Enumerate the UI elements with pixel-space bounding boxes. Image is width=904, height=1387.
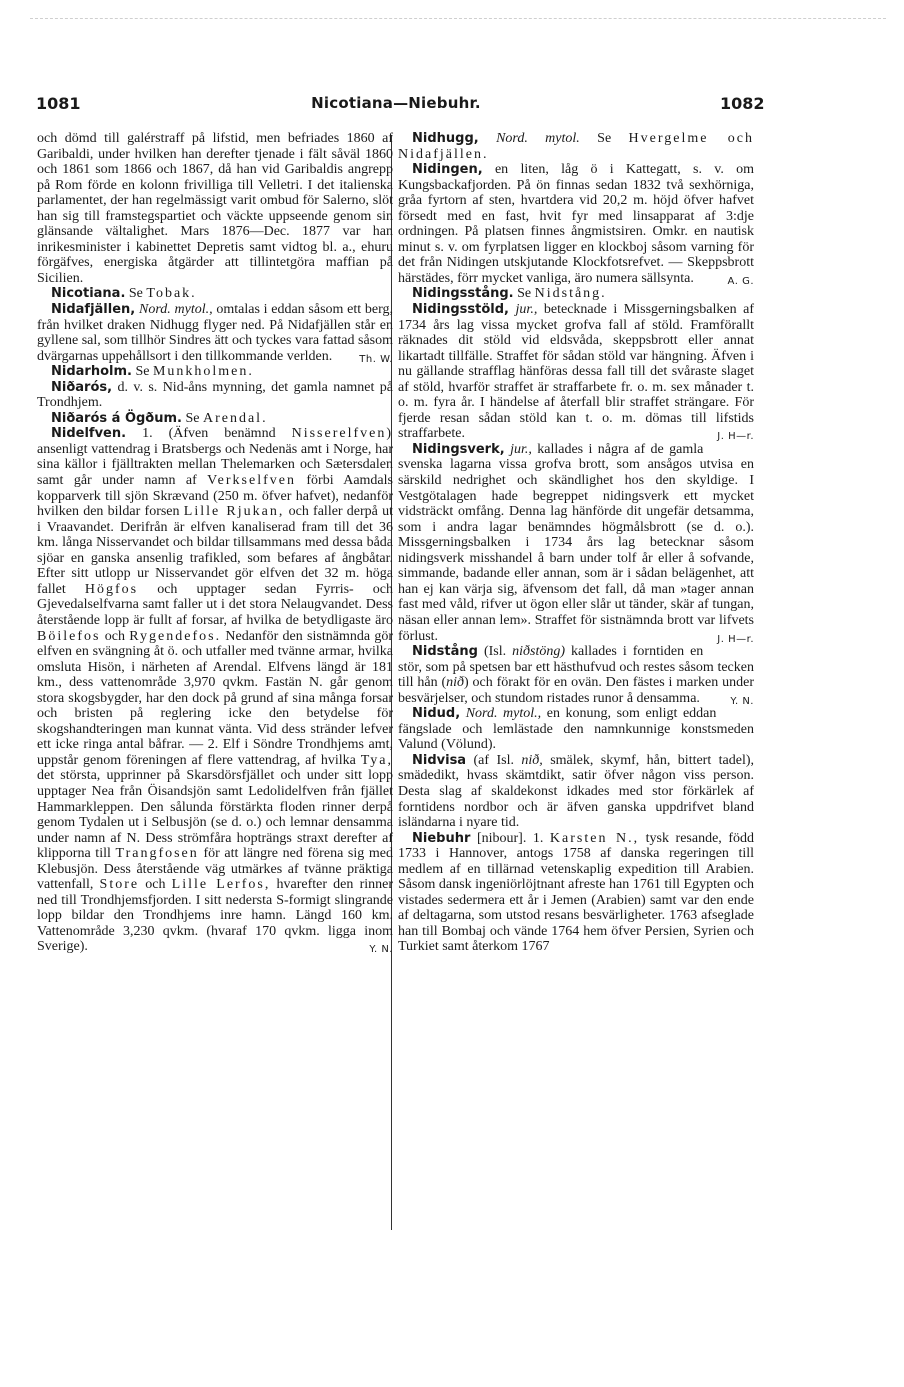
subject-tag: jur., xyxy=(515,302,538,318)
entry-text: och faller derpå ut i Vraavandet. Derifrån är elfven kanaliserad fram till det 36 km. långa Nisservandet och bildar tillsammans med dessa båda sjöar en ganska ansenlig trafikled, som befares af ångbåtar. Efter sitt utlopp ur Nisservandet gör elfven det 32 m. höga fallet xyxy=(37,504,394,597)
entry-text: och xyxy=(104,628,125,644)
author-signature: J. H—r. xyxy=(717,431,754,443)
cross-reference[interactable]: Nidstång. xyxy=(534,286,607,302)
headword: Nidstång xyxy=(412,644,478,660)
entry-text: [nibour]. 1. xyxy=(476,830,544,846)
entry-niebuhr xyxy=(398,831,754,955)
see-label: Se xyxy=(517,286,532,302)
italic-term: niðstöng) xyxy=(512,644,565,660)
headword: Niebuhr xyxy=(412,830,471,846)
author-signature: Y. N. xyxy=(730,695,754,707)
subject-tag: Nord. mytol., xyxy=(138,302,213,318)
spaced-term: Karsten N., xyxy=(549,830,640,846)
left-column xyxy=(37,131,393,958)
headword: Nidhugg, xyxy=(412,131,479,146)
author-signature: Th. W. xyxy=(359,353,393,365)
entry-text: och dömd till galérstraff på lifstid, men befriades 1860 af Garibaldi, under hvilken han derefter tjenade i fält såväl 1860 och 1861 som 1866 och 1867, då han vid Garibaldis angrepp på Rom förde en kolonn frivilliga till Velletri. I det italienska parlamentet, der han regelmässigt varit ombud för Salerno, slöt han sig till framstegspartiet och väckte uppseende genom sin glänsande vältalighet. Mars 1876—Dec. 1877 var han inrikesminister i kabinettet Depretis samt vidtog bl. a., ehuru förgäfves, energiska åtgärder att tillintetgöra maffian på Sicilien. xyxy=(37,131,393,286)
cross-reference[interactable]: Tobak. xyxy=(146,286,197,302)
entry-text: och upptager sedan Fyrris- och Gjevedalselfvarna samt faller ut i det stora Nelaugvandet. Dess återstående lopp är fullt af forsar, af hvilka de betydligaste äro xyxy=(37,581,394,628)
entry-nidafjallen xyxy=(37,302,393,364)
entry-nidstang xyxy=(398,644,754,706)
headword: Nidarholm. xyxy=(51,364,132,380)
entry-text: en konung, som enligt eddan fängslade och lemlästade den namnkunnige konstsmeden Valund (Völund). xyxy=(398,706,754,753)
entry-nidvisa xyxy=(398,753,754,831)
entry-nidarholm xyxy=(37,364,393,380)
entry-text: ) och förakt för en ovän. Den fästes i marken under besvärjelser, och stundom ristades runor å densamma. xyxy=(398,675,754,706)
headword: Nidvisa xyxy=(412,752,467,768)
entry-text: det största, upprinner på Skarsdörsfjället och under sitt lopp upptager Nea från Öisandsjön samt Ledolidelfven från fjället Hammarkleppen. Den sålunda förstärkta floden rinner derpå genom Tydalen ut i Selbusjön (se d. o.) och lemnar densamma under namn af N. Dess strömfåra hopträngs straxt derefter af klipporna till xyxy=(37,768,393,862)
entry-text: (af Isl. xyxy=(473,752,514,768)
spaced-term: Tya, xyxy=(360,752,394,768)
see-label: Se xyxy=(128,286,143,302)
entry-nidingsverk xyxy=(398,442,754,644)
entry-text: för att längre ned förena sig med Klebusjön. Dess återstående väg utmärkes af tvänne präktiga vattenfall, xyxy=(37,846,394,893)
cross-reference[interactable]: Arendal. xyxy=(202,410,268,426)
entry-nicotiana xyxy=(37,286,393,302)
spaced-term: Rygendefos. xyxy=(129,628,222,644)
headword: Nidafjällen, xyxy=(51,302,136,318)
entry-text: (Isl. xyxy=(483,644,507,660)
italic-term: nið xyxy=(446,675,465,691)
page-number-left: 1081 xyxy=(36,94,81,113)
headword: Nidelfven. xyxy=(51,426,127,442)
spaced-term: Store xyxy=(99,877,140,893)
author-signature: J. H—r. xyxy=(717,633,754,645)
author-signature: A. G. xyxy=(727,275,754,287)
author-signature: Y. N. xyxy=(369,944,393,956)
cross-reference[interactable]: Hvergelme och Nidafjällen. xyxy=(398,131,755,162)
headword: Niðarós á Ögðum. xyxy=(51,410,182,426)
see-label: Se xyxy=(597,131,612,146)
entry-text: en liten, låg ö i Kattegatt, s. v. om Kungsbackafjorden. På ön finnas sedan 1832 två sexhörniga, gråa fyrtorn af sten, hvartdera vid 20,2 m. höjd öfver hafvet försedt med en fast, hvit fyr med linsapparat af 3:dje ordningen. På platsen finnes ångmistsiren. Omkr. en nautisk minut s. v. om fyrplatsen ligger en klockboj såsom varning för det från Nidingen utskjutande Klockfotsrefvet. — Skeppsbrott härstädes, förr mycket vanliga, äro numera sällsynta. xyxy=(398,162,754,286)
right-column xyxy=(398,131,754,955)
entry-nidhugg xyxy=(398,131,754,162)
spaced-term: Lille Rjukan, xyxy=(183,504,285,520)
entry-text: och xyxy=(145,877,166,893)
spaced-term: Trangfosen xyxy=(115,846,199,862)
running-title: Nicotiana—Niebuhr. xyxy=(311,94,481,112)
subject-tag: jur., xyxy=(510,441,532,457)
entry-text: tysk resande, född 1733 i Hannover, antogs 1758 af danska regeringen till medlem af en tillärnad vetenskaplig expedition till Arabien. Såsom dansk ingeniörlöjtnant afreste han 1761 till Egypten och vistades sedermera ett år i Jemen (Arabien) samt var den ende af deltagarna, som utstod resans besvärligheter. 1763 afseglade han till Bombaj och vände 1764 hem öfver Persien, Syrien och Turkiet samt återkom 1767 xyxy=(398,830,754,955)
see-label: Se xyxy=(185,410,200,426)
entry-nidelfven xyxy=(37,426,393,955)
spaced-term: Böilefos xyxy=(37,628,101,644)
subject-tag: Nord. mytol., xyxy=(465,706,542,722)
entry-continuation xyxy=(37,131,393,286)
entry-text: Nedanför den sistnämnda gör elfven en svängning åt ö. och utfaller med tvänne armar, hvilka omsluta Hisön, i närheten af Arendal. Elfvens längd är 181 km., dess vattenområde 3,970 qvkm. Fastän N. går genom stora skogsbygder, har den dock på grund af sina många forsar och bristen på reglering icke den betydelse för skogshandteringen man kunnat vänta. Vid dess stränder lefver ett icke ringa antal båfrar. — 2. Elf i Söndre Trondhjems amt, uppstår genom föreningen af flere vattendrag, af hvilka xyxy=(37,628,394,768)
page-top-rule xyxy=(30,18,886,19)
subject-tag: Nord. mytol. xyxy=(496,131,580,146)
entry-text: betecknade i Missgerningsbalken af 1734 års lag vissa mycket grofva fall af stöld. Framförallt räknades dit stöld vid eldsvåda, skeppsbrott eller annat likartadt tillfälle. Straffet för sådan stöld var hängning. Äfven i nu gällande strafflag hänföras dessa fall till det svåraste slaget af stöld, hvarför straffet är straffarbete fr. o. m. sex månader t. o. m. fyra år. I händelse af återfall blir straffet strängare. För fjerde resan sådan stöld kan t. o. m. dömas till lifstids straffarbete. xyxy=(398,302,754,442)
headword: Nidingen, xyxy=(412,162,483,178)
entry-text: kallades i några af de gamla svenska lagarna vissa grofva brott, som ansågos utvisa en särskild nedrighet och skändlighet hos den skyldige. I Vestgötalagen hade begreppet nidingsverk ett mycket vidsträckt omfång. Denna lag hänförde dit ungefär detsamma, som i andra lagar benämndes högmålsbrott (se d. o.). Missgerningsbalken i 1734 års lag betecknar såsom nidingsverk misshandel å barn under tolf år eller å sofvande, simmande, badande eller annan, som är i sådan belägenhet, att han ej kan värja sig, äfvensom det fall, då man »tager annan fast med våld, rifver ut ögon eller slår ut tänder, skär af tungan, näsan eller annan lem». Straffet för sistnämnda brott var lifvets förlust. xyxy=(398,441,754,644)
entry-text: förbi Aamdals kopparverk till sjön Skrævand (250 m. öfver hafvet), nedanför hvilken den bildar forsen xyxy=(37,473,393,520)
entry-nidingen xyxy=(398,162,754,286)
headword: Nidingsstöld, xyxy=(412,302,509,318)
headword: Nidingsverk, xyxy=(412,441,505,457)
entry-text: hvarefter den rinner ned till Trondhjemsfjorden. I sitt nedersta S-formigt slingrande lopp bildar den Trondhjems inre hamn. Längd 160 km. Vattenområde 3,230 qvkm. (hvaraf 170 qvkm. ligga inom Sverige). xyxy=(37,877,393,955)
spaced-term: Lille Lerfos, xyxy=(171,877,271,893)
headword: Nicotiana. xyxy=(51,286,126,302)
page-header xyxy=(36,94,765,116)
spaced-term: Nisserelfven) xyxy=(291,426,394,442)
spaced-term: Högfos xyxy=(84,581,139,597)
entry-text: 1. (Äfven benämnd xyxy=(142,426,276,442)
entry-nidaros xyxy=(37,380,393,411)
entry-text: ansenligt vattendrag i Bratsbergs och Nedenäs amt i Norge, har sina källor i fjälltrakten mellan Thelemarken och Sætersdalen samt går under namn af xyxy=(37,441,393,489)
italic-term: nið, xyxy=(521,752,543,768)
cross-reference[interactable]: Munkholmen. xyxy=(152,364,254,380)
entry-text: kallades i forntiden en stör, som på spetsen bar ett hästhufvud och restes såsom tecken till hån ( xyxy=(398,644,754,691)
headword: Nidingsstång. xyxy=(412,286,514,302)
entry-nidingsstold xyxy=(398,302,754,442)
headword: Nidud, xyxy=(412,706,461,722)
entry-nidud xyxy=(398,706,754,753)
entry-nidaros-a-ogdum xyxy=(37,411,393,427)
spaced-term: Verkselfven xyxy=(207,473,296,489)
see-label: Se xyxy=(135,364,150,380)
headword: Niðarós, xyxy=(51,379,113,395)
entry-text: d. v. s. Nid-åns mynning, det gamla namnet på Trondhjem. xyxy=(37,379,394,411)
entry-text: omtalas i eddan såsom ett berg, från hvilket draken Nidhugg flyger ned. På Nidafjällen står en gyllene sal, som tillhör Sindres ätt och tyckes vara fattad såsom dvärgarnas uppehållsort i den tillkommande verlden. xyxy=(37,302,394,364)
page-number-right: 1082 xyxy=(720,94,765,113)
entry-nidingsstang xyxy=(398,286,754,302)
entry-text: smälek, skymf, hån, bittert tadel), smädedikt, hvass skämtdikt, satir öfver någon viss person. Desta slag af skaldekonst idkades med stor förkärlek af forntidens nordbor och är äfven ganska uppdrifvet bland isländarna i nyare tid. xyxy=(398,752,755,831)
